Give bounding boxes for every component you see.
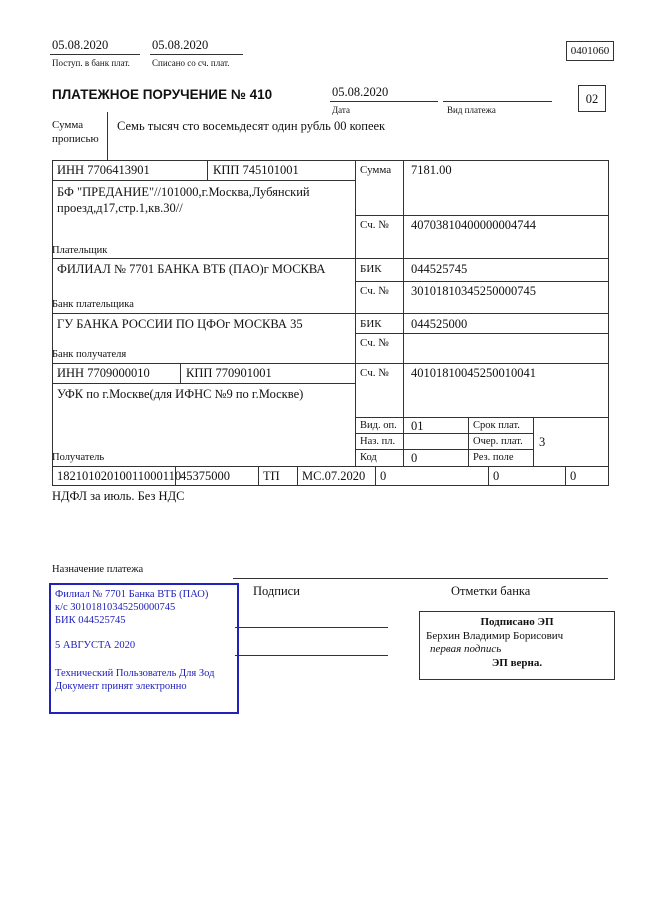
stamp-bank-name: Филиал № 7701 Банка ВТБ (ПАО)	[55, 589, 209, 600]
received-date-label: Поступ. в банк плат.	[52, 58, 130, 68]
doc-date: 05.08.2020	[332, 85, 389, 99]
payee-label: Получатель	[52, 452, 105, 463]
sum-value: 7181.00	[411, 163, 452, 177]
payee-account-label: Сч. №	[360, 367, 389, 379]
payee-name: УФК по г.Москве(для ИФНС №9 по г.Москве)	[57, 387, 304, 401]
bank-marks-header: Отметки банка	[451, 584, 531, 598]
payer-kpp: КПП 745101001	[213, 163, 299, 177]
tax-row-oktmo: 45375000	[180, 469, 230, 483]
table-border	[52, 258, 609, 259]
table-border	[258, 466, 259, 485]
signature-line	[235, 655, 388, 656]
purpose-text: НДФЛ за июль. Без НДС	[52, 489, 185, 503]
op-type-label: Вид. оп.	[360, 420, 397, 431]
signatures-header: Подписи	[253, 584, 300, 598]
payer-bank-label: Банк плательщика	[52, 299, 134, 310]
form-code-box	[566, 41, 614, 61]
payer-bank-bik-label: БИК	[360, 263, 382, 275]
payer-account-label: Сч. №	[360, 219, 389, 231]
bank-stamp	[49, 583, 239, 714]
stamp-note: Документ принят электронно	[55, 681, 187, 692]
table-border	[52, 180, 355, 181]
amount-words-value: Семь тысяч сто восемьдесят один рубль 00 копеек	[117, 119, 386, 133]
payee-inn: ИНН 7709000010	[57, 366, 150, 380]
form-code: 0401060	[570, 45, 610, 57]
payer-bank-bik: 044525745	[411, 262, 468, 276]
table-border	[52, 383, 355, 384]
payer-account: 40703810400000004744	[411, 218, 536, 232]
payer-bank-account: 30101810345250000745	[411, 284, 536, 298]
payee-kpp: КПП 770901001	[186, 366, 272, 380]
divider	[150, 54, 243, 55]
table-border	[355, 417, 608, 418]
table-border	[52, 160, 53, 486]
payee-bank-bik: 044525000	[411, 317, 468, 331]
payer-inn: ИНН 7706413901	[57, 163, 150, 177]
table-border	[207, 160, 208, 180]
divider	[443, 101, 552, 102]
esign-box	[419, 611, 615, 680]
pay-term-label: Срок плат.	[473, 420, 520, 431]
payment-type-label: Вид платежа	[447, 105, 496, 115]
status-code-box	[578, 85, 606, 112]
op-type-value: 01	[411, 419, 424, 433]
table-border	[355, 449, 533, 450]
stamp-user: Технический Пользователь Для Зод	[55, 668, 215, 679]
priority-value: 3	[539, 435, 546, 449]
table-border	[375, 466, 376, 485]
table-border	[52, 160, 609, 161]
code-value: 0	[411, 451, 418, 465]
divider	[50, 54, 140, 55]
payee-account: 40101810045250010041	[411, 366, 536, 380]
payer-bank-name: ФИЛИАЛ № 7701 БАНКА ВТБ (ПАО)г МОСКВА	[57, 262, 326, 276]
tax-row-kbk: 18210102010011000110	[57, 469, 182, 483]
table-border	[533, 417, 534, 466]
payer-bank-account-label: Сч. №	[360, 285, 389, 297]
payer-name: БФ "ПРЕДАНИЕ"//101000,г.Москва,Лубянский проезд,д17,стр.1,кв.30//	[57, 185, 310, 215]
tax-row-docdate: 0	[493, 469, 500, 483]
table-border	[52, 313, 609, 314]
table-border	[468, 417, 469, 466]
table-border	[52, 485, 609, 486]
tax-row-basis: ТП	[263, 469, 280, 483]
tax-row-docnum: 0	[380, 469, 387, 483]
stamp-date: 5 АВГУСТА 2020	[55, 640, 136, 651]
table-border	[608, 160, 609, 486]
esign-subtitle: первая подпись	[430, 643, 502, 655]
signature-line	[235, 627, 388, 628]
esign-footer: ЭП верна.	[491, 656, 543, 669]
received-date: 05.08.2020	[52, 38, 109, 52]
tax-row-period: МС.07.2020	[302, 469, 366, 483]
purpose-code-label: Наз. пл.	[360, 436, 396, 447]
table-border	[488, 466, 489, 485]
divider	[330, 101, 438, 102]
tax-row-type: 0	[570, 469, 577, 483]
amount-words-label2: прописью	[52, 133, 99, 145]
sum-label: Сумма	[360, 164, 392, 176]
payee-bank-bik-label: БИК	[360, 318, 382, 330]
table-border	[297, 466, 298, 485]
table-border	[52, 363, 609, 364]
table-border	[355, 215, 608, 216]
table-border	[52, 466, 609, 467]
purpose-label: Назначение платежа	[52, 564, 144, 575]
date-label: Дата	[332, 105, 350, 115]
debited-date-label: Списано со сч. плат.	[152, 58, 230, 68]
payee-bank-label: Банк получателя	[52, 349, 127, 360]
divider	[233, 578, 608, 579]
stamp-corr-account: к/с 30101810345250000745	[55, 602, 176, 613]
esign-title: Подписано ЭП	[480, 616, 554, 628]
table-border	[565, 466, 566, 485]
payee-bank-name: ГУ БАНКА РОССИИ ПО ЦФОг МОСКВА 35	[57, 317, 303, 331]
debited-date: 05.08.2020	[152, 38, 209, 52]
divider	[107, 112, 108, 160]
table-border	[180, 363, 181, 383]
payer-label: Плательщик	[52, 245, 108, 256]
table-border	[355, 281, 608, 282]
esign-name: Берхин Владимир Борисович	[426, 629, 564, 642]
code-label: Код	[360, 452, 377, 463]
res-field-label: Рез. поле	[473, 452, 514, 463]
table-border	[355, 433, 533, 434]
status-code: 02	[585, 91, 599, 106]
payee-bank-account-label: Сч. №	[360, 337, 389, 349]
amount-words-label: Сумма	[52, 119, 84, 131]
table-border	[355, 333, 608, 334]
stamp-bik: БИК 044525745	[55, 615, 126, 626]
doc-title: ПЛАТЕЖНОЕ ПОРУЧЕНИЕ № 410	[52, 87, 273, 102]
priority-label: Очер. плат.	[473, 436, 523, 447]
